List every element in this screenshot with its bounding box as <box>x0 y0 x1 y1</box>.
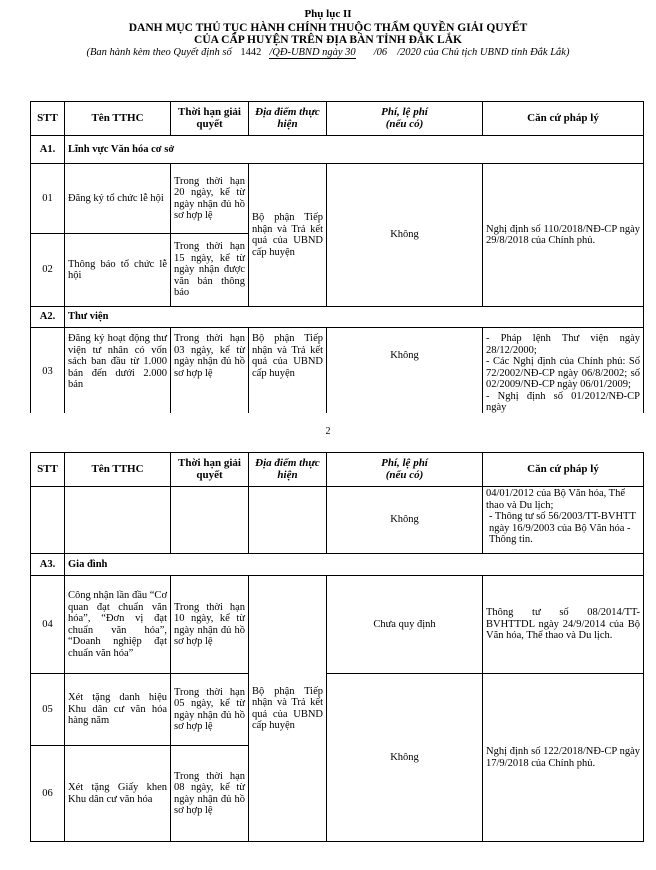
doc-title-line2: CỦA CẤP HUYỆN TRÊN ĐỊA BÀN TỈNH ĐẮK LẮK <box>194 34 462 46</box>
subtitle-suffix: /2020 của Chủ tịch UBND tỉnh Đắk Lắk) <box>397 47 570 58</box>
section-title: Lĩnh vực Văn hóa cơ sở <box>65 136 644 164</box>
col-stt: STT <box>31 453 65 487</box>
row-stt: 04 <box>31 576 65 674</box>
legal-line: - Thông tư số 56/2003/TT-BVHTT ngày 16/9/2003 của Bộ Văn hóa - Thông tin. <box>489 511 636 545</box>
row-name: Đăng ký hoạt động thư viện tư nhân có vốn sách ban đầu từ 1.000 bản đến dưới 2.000 bản <box>65 328 171 414</box>
row-fee: Không <box>327 487 483 554</box>
row-fee: Không <box>327 164 483 307</box>
section-code: A2. <box>31 307 65 328</box>
col-fee-label: Phí, lệ phí <box>381 457 428 469</box>
page1-table-clip <box>30 101 644 413</box>
row-stt: 02 <box>31 234 65 307</box>
table-row <box>31 164 644 234</box>
row-legal: Thông tư số 08/2014/TT-BVHTTDL ngày 24/9/2014 của Bộ Văn hóa, Thể thao và Du lịch. <box>483 576 644 674</box>
row-time: Trong thời hạn 10 ngày, kể từ ngày nhận đủ hồ sơ hợp lệ <box>171 576 249 674</box>
row-stt: 01 <box>31 164 65 234</box>
row-stt <box>31 487 65 554</box>
section-title: Thư viện <box>65 307 644 328</box>
col-stt: STT <box>31 102 65 136</box>
row-place <box>249 487 327 554</box>
section-title: Gia đình <box>65 554 644 576</box>
subtitle-mid: /QĐ-UBND ngày 30 <box>269 47 356 58</box>
decision-month: /06 <box>373 47 388 58</box>
row-time: Trong thời hạn 20 ngày, kể từ ngày nhận đủ hồ sơ hợp lệ <box>171 164 249 234</box>
table-row <box>31 674 644 746</box>
row-name: Xét tặng danh hiệu Khu dân cư văn hóa hàng năm <box>65 674 171 746</box>
row-name: Thông báo tổ chức lễ hội <box>65 234 171 307</box>
table-row-continued <box>31 487 644 554</box>
doc-subtitle <box>0 47 656 59</box>
row-place: Bộ phận Tiếp nhận và Trả kết quả của UBND cấp huyện <box>249 328 327 414</box>
col-place: Địa điểm thực hiện <box>249 102 327 136</box>
col-fee-note: (nếu có) <box>385 117 424 130</box>
row-fee: Không <box>327 328 483 414</box>
procedure-table-page1 <box>30 101 644 413</box>
legal-line: - Các Nghị định của Chính phủ: Số 72/2002/NĐ-CP ngày 06/8/2002; số 02/2009/NĐ-CP ngày 06/01/2009; <box>486 356 640 390</box>
row-time: Trong thời hạn 15 ngày, kể từ ngày nhận được văn bản thông báo <box>171 234 249 307</box>
row-stt: 03 <box>31 328 65 414</box>
col-legal: Căn cứ pháp lý <box>483 453 644 487</box>
table-row <box>31 328 644 414</box>
col-fee <box>327 453 483 487</box>
row-time: Trong thời hạn 03 ngày, kể từ ngày nhận đủ hồ sơ hợp lệ <box>171 328 249 414</box>
appendix-label: Phụ lục II <box>304 8 352 20</box>
row-legal: Nghị định số 110/2018/NĐ-CP ngày 29/8/2018 của Chính phủ. <box>483 164 644 307</box>
col-name: Tên TTHC <box>65 453 171 487</box>
section-row <box>31 554 644 576</box>
row-stt: 05 <box>31 674 65 746</box>
table-header-row <box>31 102 644 136</box>
col-fee-note: (nếu có) <box>385 468 424 481</box>
row-legal <box>483 328 644 414</box>
row-legal: Nghị định số 122/2018/NĐ-CP ngày 17/9/2018 của Chính phủ. <box>483 674 644 842</box>
procedure-table-page2 <box>30 452 644 842</box>
row-name: Xét tặng Giấy khen Khu dân cư văn hóa <box>65 746 171 842</box>
table-row <box>31 576 644 674</box>
col-time: Thời hạn giải quyết <box>171 453 249 487</box>
section-code: A1. <box>31 136 65 164</box>
col-name: Tên TTHC <box>65 102 171 136</box>
doc-title-line1: DANH MỤC THỦ TỤC HÀNH CHÍNH THUỘC THẨM QUYỀN GIẢI QUYẾT <box>128 22 528 34</box>
row-fee: Chưa quy định <box>327 576 483 674</box>
section-row <box>31 136 644 164</box>
row-time: Trong thời hạn 08 ngày, kể từ ngày nhận đủ hồ sơ hợp lệ <box>171 746 249 842</box>
row-name: Đăng ký tổ chức lễ hội <box>65 164 171 234</box>
row-name: Công nhận lần đầu “Cơ quan đạt chuẩn văn hóa”, “Đơn vị đạt chuẩn văn hóa”, “Doanh nghiệp đạt chuẩn văn hóa” <box>65 576 171 674</box>
legal-line: - Pháp lệnh Thư viện ngày 28/12/2000; <box>486 333 640 356</box>
section-code: A3. <box>31 554 65 576</box>
row-name <box>65 487 171 554</box>
row-legal <box>483 487 644 554</box>
row-place: Bộ phận Tiếp nhận và Trả kết quả của UBND cấp huyện <box>249 164 327 307</box>
col-fee-label: Phí, lệ phí <box>381 106 428 118</box>
page-number: 2 <box>325 426 331 437</box>
legal-line: 04/01/2012 của Bộ Văn hóa, Thể thao và Du lịch; <box>486 488 626 511</box>
row-time <box>171 487 249 554</box>
row-time: Trong thời hạn 05 ngày, kể từ ngày nhận đủ hồ sơ hợp lệ <box>171 674 249 746</box>
row-place: Bộ phận Tiếp nhận và Trả kết quả của UBND cấp huyện <box>249 576 327 842</box>
legal-line: - Nghị định số 01/2012/NĐ-CP ngày <box>486 390 640 413</box>
subtitle-prefix: (Ban hành kèm theo Quyết định số <box>86 47 232 58</box>
row-stt: 06 <box>31 746 65 842</box>
col-legal: Căn cứ pháp lý <box>483 102 644 136</box>
col-time: Thời hạn giải quyết <box>171 102 249 136</box>
col-fee <box>327 102 483 136</box>
col-place: Địa điểm thực hiện <box>249 453 327 487</box>
table-header-row <box>31 453 644 487</box>
row-fee: Không <box>327 674 483 842</box>
section-row <box>31 307 644 328</box>
decision-number: 1442 <box>240 47 262 58</box>
